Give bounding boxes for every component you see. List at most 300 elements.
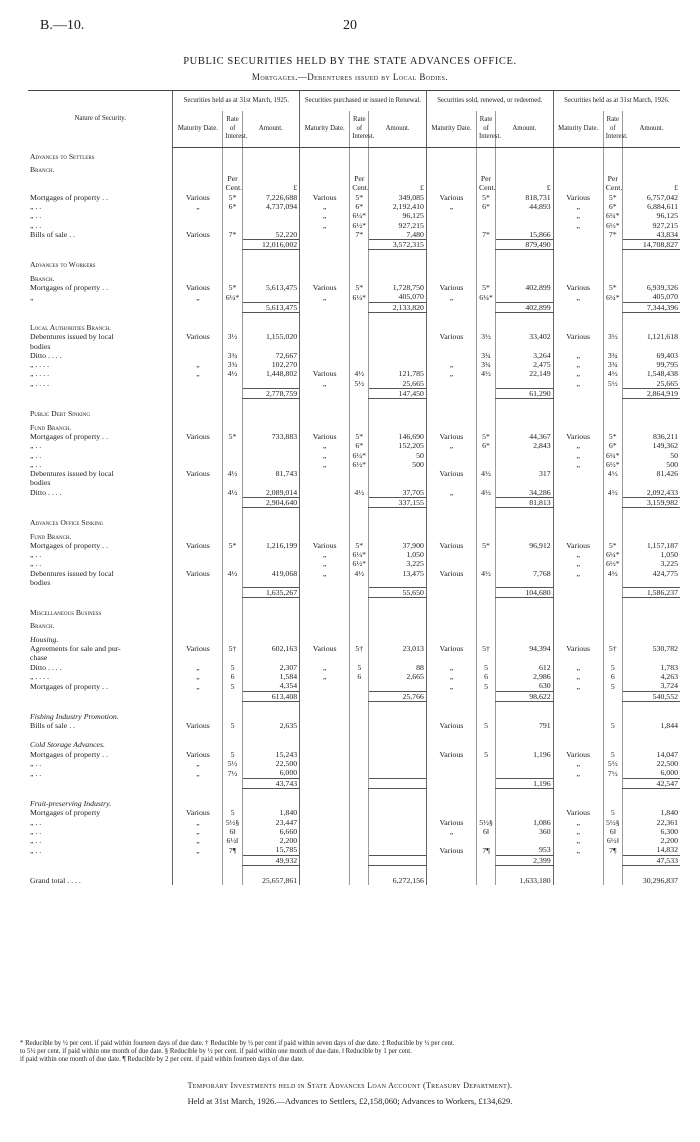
amount-cell bbox=[496, 256, 554, 269]
table-row bbox=[28, 369, 680, 378]
security-name bbox=[28, 183, 173, 192]
rate-cell: 7* bbox=[476, 230, 495, 240]
section-heading-row bbox=[28, 604, 680, 617]
maturity-cell bbox=[426, 559, 476, 568]
rate-cell: 7¶ bbox=[223, 845, 242, 855]
rate-cell bbox=[603, 270, 622, 283]
amount-cell: 44,893 bbox=[496, 202, 554, 211]
amount-cell bbox=[369, 319, 427, 332]
maturity-cell bbox=[173, 342, 223, 351]
maturity-cell bbox=[173, 778, 223, 788]
table-row bbox=[28, 183, 680, 192]
rate-cell: 4½ bbox=[476, 469, 495, 478]
security-name bbox=[28, 389, 173, 399]
rate-cell: 6½* bbox=[350, 559, 369, 568]
rate-cell bbox=[350, 845, 369, 855]
rate-cell: 6 bbox=[223, 672, 242, 681]
rate-cell bbox=[476, 161, 495, 174]
maturity-cell bbox=[300, 478, 350, 487]
maturity-cell: Various bbox=[426, 818, 476, 827]
maturity-cell: „ bbox=[173, 827, 223, 836]
amount-cell: 4,263 bbox=[622, 672, 680, 681]
rate-cell bbox=[223, 559, 242, 568]
amount-cell: 927,215 bbox=[369, 221, 427, 230]
amount-cell bbox=[242, 292, 300, 302]
rate-cell bbox=[350, 827, 369, 836]
rate-cell: 4½ bbox=[603, 469, 622, 478]
amount-cell bbox=[496, 451, 554, 460]
table-row bbox=[28, 202, 680, 211]
rate-cell bbox=[603, 405, 622, 418]
security-name: bodies bbox=[30, 478, 51, 488]
amount-header: Amount. bbox=[622, 111, 680, 148]
rate-cell bbox=[350, 498, 369, 508]
rate-cell: 5 bbox=[223, 750, 242, 759]
amount-cell: 25,665 bbox=[622, 379, 680, 389]
maturity-cell bbox=[426, 419, 476, 432]
amount-cell: 879,490 bbox=[496, 240, 554, 250]
rate-cell: Per bbox=[603, 174, 622, 183]
maturity-cell bbox=[300, 759, 350, 768]
rate-cell bbox=[350, 721, 369, 730]
security-name: Mortgages of property . . bbox=[30, 749, 108, 759]
maturity-cell: „ bbox=[553, 451, 603, 460]
maturity-cell: „ bbox=[300, 441, 350, 450]
rate-cell bbox=[476, 736, 495, 749]
amount-cell: 1,584 bbox=[242, 672, 300, 681]
maturity-cell: Various bbox=[426, 541, 476, 550]
rate-cell: 3¾ bbox=[603, 360, 622, 369]
maturity-header: Maturity Date. bbox=[553, 111, 603, 148]
maturity-cell bbox=[173, 795, 223, 808]
amount-cell: 1,635,267 bbox=[242, 587, 300, 597]
rate-cell bbox=[476, 319, 495, 332]
amount-cell bbox=[496, 174, 554, 183]
security-name: Mortgages of property . . bbox=[30, 540, 108, 550]
rate-cell bbox=[223, 604, 242, 617]
maturity-cell bbox=[173, 478, 223, 487]
rate-cell: 7* bbox=[603, 230, 622, 240]
table-row bbox=[28, 432, 680, 441]
amount-cell: 6,000 bbox=[622, 768, 680, 778]
rate-cell: 6 bbox=[603, 672, 622, 681]
maturity-cell bbox=[553, 872, 603, 885]
rate-cell: 6¼* bbox=[350, 550, 369, 559]
amount-cell bbox=[622, 631, 680, 644]
amount-cell bbox=[369, 405, 427, 418]
rate-cell bbox=[476, 256, 495, 269]
security-name: „ . . bbox=[30, 459, 42, 469]
maturity-cell bbox=[300, 872, 350, 885]
rate-cell: 3¾ bbox=[603, 351, 622, 360]
rate-cell bbox=[350, 818, 369, 827]
rate-cell bbox=[603, 514, 622, 527]
amount-cell: 2,864,919 bbox=[622, 389, 680, 399]
maturity-cell bbox=[300, 617, 350, 630]
amount-cell: 22,500 bbox=[622, 759, 680, 768]
rate-cell: 4½ bbox=[350, 369, 369, 378]
rate-cell bbox=[350, 617, 369, 630]
rate-cell: 5* bbox=[603, 283, 622, 292]
maturity-cell: „ bbox=[553, 202, 603, 211]
table-row bbox=[28, 221, 680, 230]
amount-cell bbox=[496, 759, 554, 768]
rate-cell: 7½ bbox=[223, 768, 242, 778]
rate-cell bbox=[223, 342, 242, 351]
rate-cell: 6* bbox=[350, 441, 369, 450]
rate-cell bbox=[350, 161, 369, 174]
rate-cell bbox=[350, 240, 369, 250]
maturity-cell: „ bbox=[553, 292, 603, 302]
subtotal-row bbox=[28, 389, 680, 399]
maturity-cell bbox=[426, 836, 476, 845]
rate-cell bbox=[476, 795, 495, 808]
maturity-cell: „ bbox=[300, 292, 350, 302]
amount-cell: 47,533 bbox=[622, 855, 680, 865]
security-name: Local Authorities Branch. bbox=[30, 322, 112, 332]
amount-cell bbox=[622, 736, 680, 749]
maturity-cell: Various bbox=[173, 469, 223, 478]
amount-cell: 6,884,611 bbox=[622, 202, 680, 211]
amount-cell bbox=[496, 342, 554, 351]
table-row bbox=[28, 836, 680, 845]
rate-cell: 5 bbox=[476, 663, 495, 672]
amount-cell: 23,447 bbox=[242, 818, 300, 827]
security-name bbox=[28, 587, 173, 597]
maturity-cell bbox=[300, 488, 350, 498]
maturity-cell: „ bbox=[426, 369, 476, 378]
table-row bbox=[28, 818, 680, 827]
amount-cell bbox=[242, 631, 300, 644]
rate-cell bbox=[603, 604, 622, 617]
maturity-cell bbox=[553, 240, 603, 250]
rate-cell: 4½ bbox=[223, 488, 242, 498]
amount-cell bbox=[622, 270, 680, 283]
rate-cell: 6½* bbox=[603, 460, 622, 469]
maturity-cell: Various bbox=[426, 332, 476, 341]
maturity-cell: Various bbox=[173, 750, 223, 759]
rate-cell bbox=[476, 270, 495, 283]
rate-cell bbox=[603, 148, 622, 161]
rate-cell bbox=[603, 240, 622, 250]
amount-cell: 15,866 bbox=[496, 230, 554, 240]
maturity-cell bbox=[426, 342, 476, 351]
maturity-cell bbox=[173, 736, 223, 749]
amount-cell bbox=[242, 148, 300, 161]
maturity-cell: „ bbox=[553, 827, 603, 836]
amount-cell bbox=[369, 256, 427, 269]
table-row bbox=[28, 342, 680, 351]
maturity-cell bbox=[426, 478, 476, 487]
amount-cell bbox=[622, 174, 680, 183]
amount-cell bbox=[242, 342, 300, 351]
amount-cell: 2,089,014 bbox=[242, 488, 300, 498]
rate-cell: 5† bbox=[223, 644, 242, 653]
maturity-cell bbox=[173, 441, 223, 450]
rate-cell bbox=[476, 836, 495, 845]
amount-cell: 836,211 bbox=[622, 432, 680, 441]
maturity-cell: Various bbox=[300, 432, 350, 441]
amount-cell: 1,086 bbox=[496, 818, 554, 827]
amount-cell bbox=[622, 617, 680, 630]
maturity-cell: Various bbox=[426, 845, 476, 855]
rate-cell bbox=[350, 681, 369, 691]
security-name: Advances Office Sinking bbox=[30, 518, 104, 528]
amount-cell: 15,785 bbox=[242, 845, 300, 855]
maturity-cell bbox=[300, 587, 350, 597]
security-name: Ditto . . . . bbox=[30, 350, 62, 360]
group-header-sold: Securities sold, renewed, or redeemed. bbox=[426, 91, 553, 112]
rate-cell: 4½ bbox=[476, 488, 495, 498]
maturity-cell bbox=[426, 256, 476, 269]
rate-cell bbox=[476, 759, 495, 768]
maturity-cell bbox=[426, 808, 476, 817]
amount-cell bbox=[369, 808, 427, 817]
rate-cell: Cent. bbox=[476, 183, 495, 192]
amount-cell bbox=[622, 514, 680, 527]
amount-cell bbox=[242, 460, 300, 469]
maturity-cell bbox=[173, 302, 223, 312]
amount-cell: 1,548,438 bbox=[622, 369, 680, 378]
security-name: „ . . . . bbox=[30, 369, 50, 379]
maturity-cell: „ bbox=[426, 292, 476, 302]
maturity-cell bbox=[426, 405, 476, 418]
security-name: Grand total . . . . bbox=[30, 876, 81, 885]
rate-cell bbox=[603, 631, 622, 644]
security-name: „ . . . . bbox=[30, 360, 50, 370]
maturity-cell bbox=[553, 736, 603, 749]
amount-cell: 55,650 bbox=[369, 587, 427, 597]
page-number: 20 bbox=[343, 18, 357, 33]
maturity-cell bbox=[426, 211, 476, 220]
security-name: Debentures issued by local bbox=[30, 332, 114, 342]
maturity-cell bbox=[300, 681, 350, 691]
amount-cell: 69,403 bbox=[622, 351, 680, 360]
table-row bbox=[28, 759, 680, 768]
security-name bbox=[28, 174, 173, 183]
amount-header: Amount. bbox=[369, 111, 427, 148]
maturity-cell bbox=[300, 183, 350, 192]
amount-cell bbox=[496, 161, 554, 174]
amount-cell bbox=[369, 332, 427, 341]
rate-cell: 6 bbox=[350, 672, 369, 681]
maturity-cell bbox=[553, 587, 603, 597]
maturity-cell bbox=[300, 319, 350, 332]
rate-cell bbox=[350, 578, 369, 587]
amount-cell: 43,834 bbox=[622, 230, 680, 240]
security-name: „ . . bbox=[30, 220, 42, 230]
maturity-cell: Various bbox=[426, 193, 476, 202]
security-name: „ . . bbox=[30, 550, 42, 560]
amount-cell bbox=[369, 721, 427, 730]
rate-cell: 5 bbox=[603, 721, 622, 730]
maturity-cell bbox=[426, 691, 476, 701]
rate-cell bbox=[223, 498, 242, 508]
maturity-cell bbox=[173, 460, 223, 469]
footer-heading: Temporary Investments held in State Advances Loan Account (Treasury Department). bbox=[187, 1081, 513, 1090]
amount-cell bbox=[496, 768, 554, 778]
amount-cell bbox=[242, 319, 300, 332]
maturity-cell: „ bbox=[173, 672, 223, 681]
maturity-cell bbox=[300, 736, 350, 749]
rate-cell bbox=[476, 240, 495, 250]
maturity-cell bbox=[426, 302, 476, 312]
maturity-cell bbox=[426, 759, 476, 768]
amount-cell: 1,586,237 bbox=[622, 587, 680, 597]
amount-cell: 44,367 bbox=[496, 432, 554, 441]
rate-cell: 5 bbox=[476, 681, 495, 691]
maturity-cell: „ bbox=[553, 379, 603, 389]
maturity-cell bbox=[426, 617, 476, 630]
maturity-cell: „ bbox=[553, 759, 603, 768]
maturity-cell: „ bbox=[300, 451, 350, 460]
rate-cell bbox=[476, 631, 495, 644]
amount-cell bbox=[496, 736, 554, 749]
section-heading-row bbox=[28, 514, 680, 527]
amount-cell: 2,399 bbox=[496, 855, 554, 865]
maturity-cell: „ bbox=[173, 202, 223, 211]
rate-cell: 5† bbox=[603, 644, 622, 653]
rate-header: Rate of Interest. bbox=[603, 111, 622, 148]
amount-cell bbox=[369, 855, 427, 865]
maturity-cell bbox=[426, 270, 476, 283]
maturity-cell bbox=[300, 351, 350, 360]
maturity-cell: Various bbox=[173, 432, 223, 441]
amount-cell: 88 bbox=[369, 663, 427, 672]
maturity-cell: „ bbox=[300, 202, 350, 211]
amount-cell bbox=[496, 653, 554, 662]
security-name bbox=[28, 691, 173, 701]
document-title: PUBLIC SECURITIES HELD BY THE STATE ADVANCES OFFICE. bbox=[183, 56, 517, 67]
rate-cell bbox=[350, 419, 369, 432]
maturity-cell bbox=[173, 161, 223, 174]
rate-cell bbox=[350, 405, 369, 418]
table-row bbox=[28, 808, 680, 817]
rate-cell: 5* bbox=[223, 541, 242, 550]
amount-cell bbox=[369, 736, 427, 749]
maturity-cell bbox=[553, 778, 603, 788]
amount-cell: £ bbox=[622, 183, 680, 192]
amount-cell bbox=[622, 653, 680, 662]
amount-cell bbox=[496, 631, 554, 644]
maturity-cell: Various bbox=[553, 283, 603, 292]
amount-cell bbox=[242, 550, 300, 559]
maturity-header: Maturity Date. bbox=[426, 111, 476, 148]
rate-cell: 5½§ bbox=[476, 818, 495, 827]
maturity-cell bbox=[426, 528, 476, 541]
maturity-cell bbox=[173, 389, 223, 399]
maturity-cell bbox=[426, 514, 476, 527]
maturity-cell: Various bbox=[173, 332, 223, 341]
table-row bbox=[28, 663, 680, 672]
maturity-cell bbox=[553, 604, 603, 617]
rate-cell: 5 bbox=[603, 808, 622, 817]
amount-cell: 405,070 bbox=[622, 292, 680, 302]
amount-cell: 402,899 bbox=[496, 283, 554, 292]
amount-cell bbox=[369, 174, 427, 183]
rate-cell: 5† bbox=[350, 644, 369, 653]
maturity-cell bbox=[300, 721, 350, 730]
rate-cell bbox=[603, 691, 622, 701]
maturity-cell bbox=[173, 379, 223, 389]
maturity-cell: Various bbox=[426, 750, 476, 759]
maturity-cell: „ bbox=[553, 845, 603, 855]
amount-cell: 22,500 bbox=[242, 759, 300, 768]
security-name: Mortgages of property bbox=[30, 808, 101, 818]
amount-cell bbox=[369, 827, 427, 836]
rate-cell: 4½ bbox=[476, 569, 495, 578]
maturity-cell bbox=[173, 148, 223, 161]
rate-cell bbox=[223, 221, 242, 230]
section-heading-row bbox=[28, 319, 680, 332]
rate-cell bbox=[223, 631, 242, 644]
amount-cell: 2,307 bbox=[242, 663, 300, 672]
maturity-cell bbox=[426, 872, 476, 885]
rate-cell: 6 bbox=[476, 672, 495, 681]
security-name: Mortgages of property . . bbox=[30, 431, 108, 441]
rate-cell bbox=[223, 578, 242, 587]
security-name: „ . . bbox=[30, 836, 42, 846]
rate-cell bbox=[476, 617, 495, 630]
maturity-cell bbox=[173, 351, 223, 360]
maturity-cell bbox=[173, 653, 223, 662]
rate-cell bbox=[603, 319, 622, 332]
amount-cell: 3,264 bbox=[496, 351, 554, 360]
maturity-cell bbox=[426, 183, 476, 192]
maturity-cell bbox=[173, 240, 223, 250]
maturity-cell: „ bbox=[426, 488, 476, 498]
amount-cell: 602,163 bbox=[242, 644, 300, 653]
table-row bbox=[28, 569, 680, 578]
rate-header: Rate of Interest. bbox=[476, 111, 495, 148]
amount-cell: 1,050 bbox=[622, 550, 680, 559]
rate-cell bbox=[223, 736, 242, 749]
amount-cell bbox=[622, 405, 680, 418]
amount-cell: 7,480 bbox=[369, 230, 427, 240]
amount-cell: 37,705 bbox=[369, 488, 427, 498]
amount-cell: 42,547 bbox=[622, 778, 680, 788]
maturity-cell bbox=[300, 750, 350, 759]
amount-cell: 500 bbox=[622, 460, 680, 469]
maturity-cell bbox=[553, 795, 603, 808]
maturity-cell: „ bbox=[300, 569, 350, 578]
security-name bbox=[28, 240, 173, 250]
table-row bbox=[28, 441, 680, 450]
maturity-cell: Various bbox=[553, 193, 603, 202]
rate-cell: 6½* bbox=[603, 221, 622, 230]
amount-cell: 818,731 bbox=[496, 193, 554, 202]
rate-cell: 4½ bbox=[476, 369, 495, 378]
rate-cell bbox=[223, 302, 242, 312]
rate-cell bbox=[476, 587, 495, 597]
maturity-cell bbox=[553, 528, 603, 541]
rate-cell: 4½ bbox=[223, 469, 242, 478]
maturity-cell bbox=[426, 736, 476, 749]
amount-cell: 50 bbox=[622, 451, 680, 460]
rate-cell bbox=[223, 389, 242, 399]
rate-cell: 3½ bbox=[223, 332, 242, 341]
rate-cell: 6½* bbox=[350, 460, 369, 469]
security-name: Debentures issued by local bbox=[30, 568, 114, 578]
amount-cell bbox=[242, 419, 300, 432]
rate-cell bbox=[476, 550, 495, 559]
security-name: Branch. bbox=[30, 164, 55, 174]
maturity-cell bbox=[300, 604, 350, 617]
rate-cell: 5 bbox=[223, 663, 242, 672]
rate-cell bbox=[223, 528, 242, 541]
table-row bbox=[28, 845, 680, 855]
table-row bbox=[28, 469, 680, 478]
